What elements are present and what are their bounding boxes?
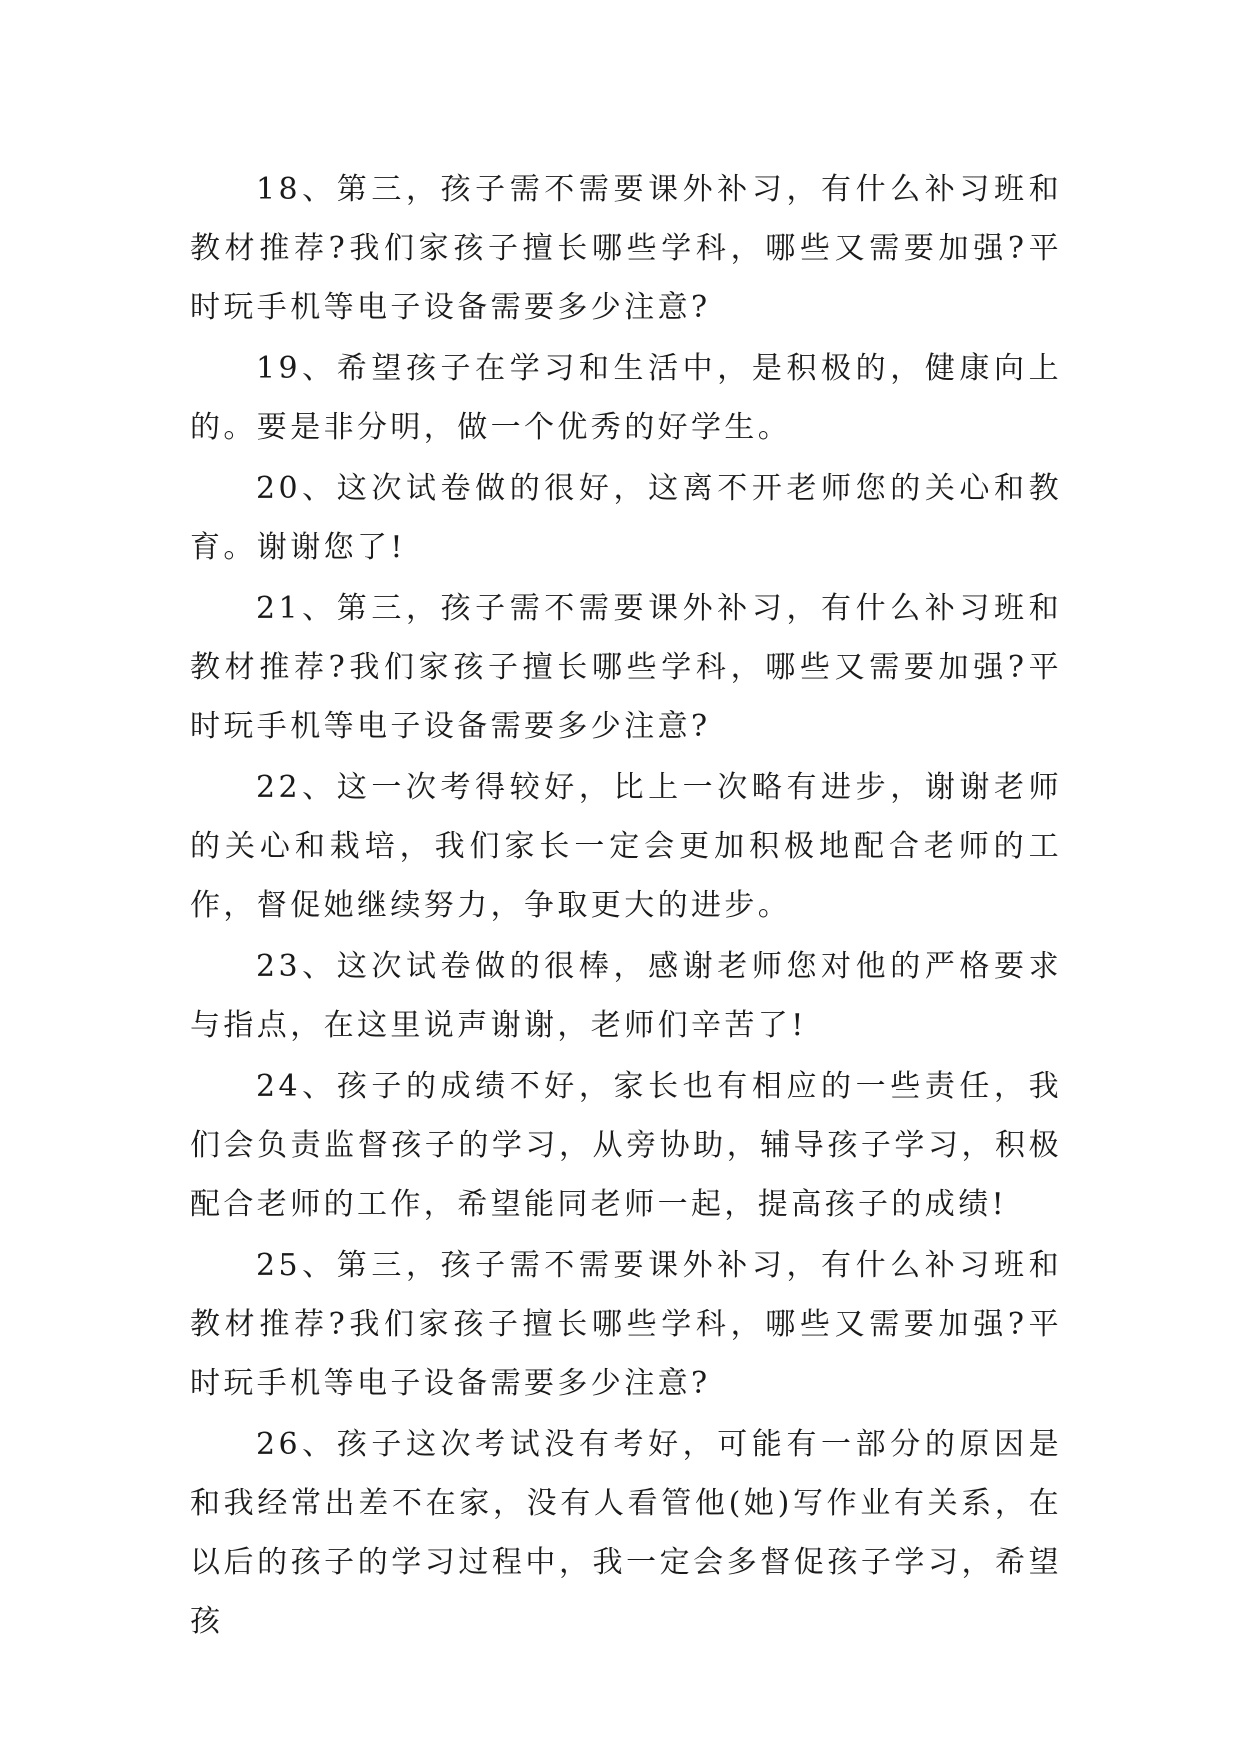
paragraph-25: 25、第三，孩子需不需要课外补习，有什么补习班和教材推荐?我们家孩子擅长哪些学科，哪些又需要加强?平时玩手机等电子设备需要多少注意?: [190, 1248, 1062, 1401]
document-body: [190, 160, 1062, 1653]
paragraph-18: 18、第三，孩子需不需要课外补习，有什么补习班和教材推荐?我们家孩子擅长哪些学科，哪些又需要加强?平时玩手机等电子设备需要多少注意?: [190, 172, 1062, 325]
paragraph-22: 22、这一次考得较好，比上一次略有进步，谢谢老师的关心和栽培，我们家长一定会更加积极地配合老师的工作，督促她继续努力，争取更大的进步。: [190, 770, 1062, 923]
paragraph-21: 21、第三，孩子需不需要课外补习，有什么补习班和教材推荐?我们家孩子擅长哪些学科，哪些又需要加强?平时玩手机等电子设备需要多少注意?: [190, 591, 1062, 744]
paragraph-23: 23、这次试卷做的很棒，感谢老师您对他的严格要求与指点，在这里说声谢谢，老师们辛苦了!: [190, 949, 1062, 1043]
paragraph-20: 20、这次试卷做的很好，这离不开老师您的关心和教育。谢谢您了!: [190, 471, 1062, 565]
paragraph-24: 24、孩子的成绩不好，家长也有相应的一些责任，我们会负责监督孩子的学习，从旁协助，辅导孩子学习，积极配合老师的工作，希望能同老师一起，提高孩子的成绩!: [190, 1069, 1062, 1222]
paragraph-19: 19、希望孩子在学习和生活中，是积极的，健康向上的。要是非分明，做一个优秀的好学生。: [190, 351, 1062, 445]
paragraph-26: 26、孩子这次考试没有考好，可能有一部分的原因是和我经常出差不在家，没有人看管他(她)写作业有关系，在以后的孩子的学习过程中，我一定会多督促孩子学习，希望孩: [190, 1427, 1062, 1639]
